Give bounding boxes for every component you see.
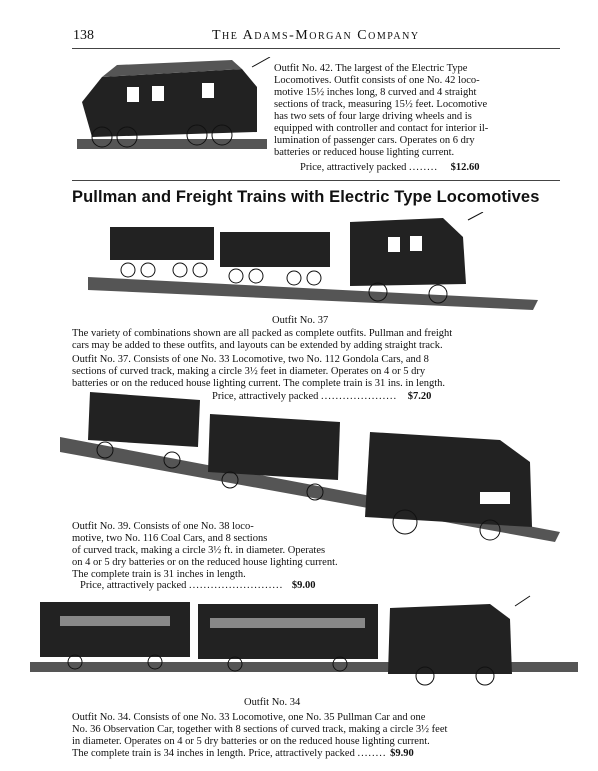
outfit-39-price: $9.00 xyxy=(291,580,316,591)
text-line: Outfit No. 37. Consists of one No. 33 Locomotive, two No. 112 Gondola Cars, and 8 xyxy=(72,354,429,365)
outfit-42-price: $12.60 xyxy=(450,162,480,173)
dot-leader: .......................... xyxy=(189,580,284,591)
outfit-34-price: $9.90 xyxy=(390,748,414,759)
outfit-39-price-line xyxy=(80,580,316,591)
text-line: The variety of combinations shown are all packed as complete outfits. Pullman and freight xyxy=(72,328,453,339)
text-line-final: The complete train is 34 inches in length. Price, attractively packed xyxy=(72,748,355,759)
text-line: motive 15½ inches long, 8 curved and 4 straight xyxy=(274,87,477,98)
text-line: equipped with controller and contact for interior il- xyxy=(274,123,489,134)
text-line: sections of curved track, making a circle 3½ feet in diameter. Operates on 4 or 5 dry xyxy=(72,366,426,377)
text-line: lumination of passenger cars. Operates on 6 dry xyxy=(274,135,475,146)
outfit-37-price: $7.20 xyxy=(407,391,432,402)
price-label: Price, attractively packed xyxy=(80,580,187,591)
text-line: cars may be added to these outfits, and layouts can be extended by adding straight track. xyxy=(72,340,443,351)
section-heading: Pullman and Freight Trains with Electric Type Locomotives xyxy=(72,188,540,206)
header-rule xyxy=(72,48,560,49)
dot-leader: ........ xyxy=(357,748,391,759)
outfit-37-intro xyxy=(72,328,564,352)
page-number: 138 xyxy=(73,28,94,43)
text-line: Locomotives. Outfit consists of one No. 42 loco- xyxy=(274,75,480,86)
price-label: Price, attractively packed xyxy=(212,391,319,402)
text-line: batteries or on the reduced house lighting current. The complete train is 31 ins. in length. xyxy=(72,378,446,389)
text-line: Outfit No. 39. Consists of one No. 38 loco- xyxy=(72,521,254,532)
text-line: motive, two No. 116 Coal Cars, and 8 sections xyxy=(72,533,268,544)
text-line: has two sets of four large driving wheels and is xyxy=(274,111,472,122)
text-line: of curved track, making a circle 3½ ft. in diameter. Operates xyxy=(72,545,326,556)
text-line: in diameter. Operates on 4 or 5 dry batteries or on the reduced house lighting current. xyxy=(72,736,430,747)
outfit-42-description xyxy=(274,63,564,159)
outfit-39-train-illustration xyxy=(60,392,560,542)
price-label: Price, attractively packed xyxy=(300,162,407,173)
outfit-37-description xyxy=(72,354,564,390)
text-line: Outfit No. 34. Consists of one No. 33 Locomotive, one No. 35 Pullman Car and one xyxy=(72,712,426,723)
text-line: on 4 or 5 dry batteries or on the reduced house lighting current. xyxy=(72,557,338,568)
text-line: Outfit No. 42. The largest of the Electric Type xyxy=(274,63,468,74)
outfit-34-description xyxy=(72,712,572,760)
text-line: sections of track, measuring 15½ feet. Locomotive xyxy=(274,99,488,110)
outfit-37-train-illustration xyxy=(88,212,538,312)
publisher-header: The Adams-Morgan Company xyxy=(212,28,420,43)
section-rule xyxy=(72,180,560,181)
text-line xyxy=(72,748,572,760)
outfit-34-train-illustration xyxy=(30,594,578,694)
text-line: The complete train is 31 inches in length. xyxy=(72,569,246,580)
outfit-42-locomotive-illustration xyxy=(72,57,272,157)
dot-leader: ..................... xyxy=(321,391,398,402)
outfit-39-description xyxy=(72,521,452,581)
text-line: batteries or reduced house lighting current. xyxy=(274,147,455,158)
outfit-42-price-line xyxy=(300,162,480,173)
outfit-37-caption: Outfit No. 37 xyxy=(272,315,329,326)
outfit-34-caption: Outfit No. 34 xyxy=(244,697,301,708)
text-line: No. 36 Observation Car, together with 8 sections of curved track, making a circle 3½ feet xyxy=(72,724,448,735)
dot-leader: ........ xyxy=(409,162,439,173)
